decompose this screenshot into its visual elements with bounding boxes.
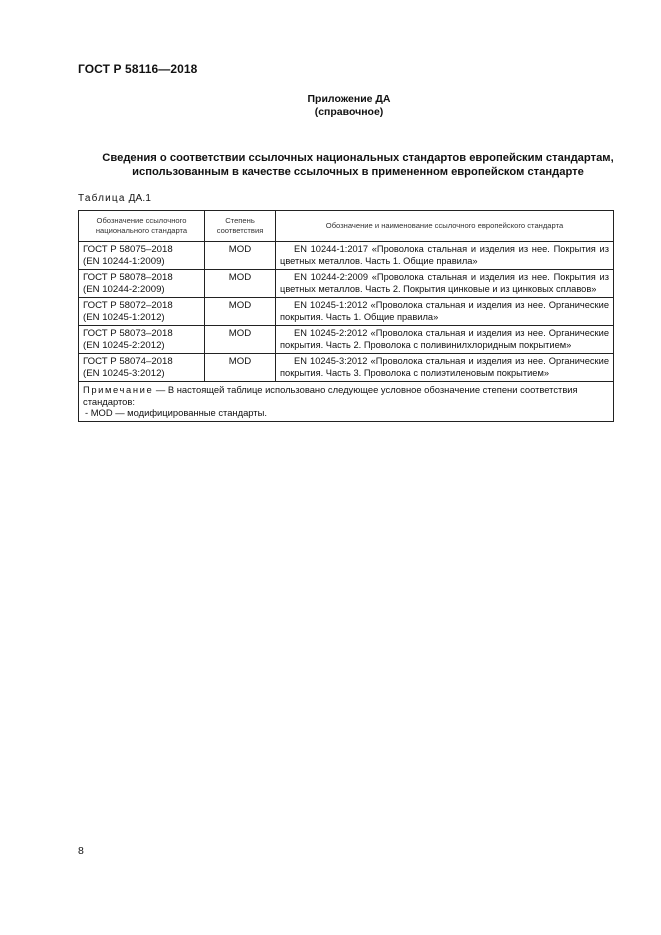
national-standard-equivalent: (EN 10245-3:2012) <box>83 367 165 379</box>
section-heading <box>78 151 638 179</box>
national-standard-equivalent: (EN 10244-1:2009) <box>83 255 165 267</box>
section-heading-line-1: Сведения о соответствии ссылочных национальных стандартов европейским стандартам, <box>102 152 614 164</box>
national-standard-cell <box>79 326 205 354</box>
national-standard-cell <box>79 242 205 270</box>
appendix-subtitle: (справочное) <box>314 106 384 118</box>
national-standard-number: ГОСТ Р 58078–2018 <box>83 272 173 283</box>
table-row <box>79 242 614 270</box>
national-standard-number: ГОСТ Р 58075–2018 <box>83 244 173 255</box>
national-standard-cell <box>79 270 205 298</box>
table-header-row <box>79 211 614 242</box>
degree-cell: MOD <box>205 354 276 382</box>
appendix-title: Приложение ДА <box>307 93 391 105</box>
european-standard-cell: EN 10244-1:2017 «Проволока стальная и изделия из нее. Покрытия из цветных металлов. Часть 1. Общие правила» <box>276 242 614 270</box>
table-row <box>79 298 614 326</box>
degree-cell: MOD <box>205 270 276 298</box>
national-standard-cell <box>79 298 205 326</box>
table-row <box>79 354 614 382</box>
table-caption-label: Таблица <box>78 193 126 204</box>
table-row <box>79 270 614 298</box>
page-number: 8 <box>78 845 84 857</box>
standard-number: ГОСТ Р 58116—2018 <box>78 62 198 76</box>
table-caption <box>78 193 151 204</box>
national-standard-cell <box>79 354 205 382</box>
national-standard-equivalent: (EN 10245-1:2012) <box>83 311 165 323</box>
column-header-national: Обозначение ссылочного национального стандарта <box>79 211 205 242</box>
degree-cell: MOD <box>205 326 276 354</box>
european-standard-cell: EN 10244-2:2009 «Проволока стальная и изделия из нее. Покрытия из цветных металлов. Часть 2. Покрытия цинковые и из цинковых сплавов» <box>276 270 614 298</box>
appendix-heading <box>0 93 661 119</box>
table-row <box>79 326 614 354</box>
table-note-label: Примечание <box>83 384 154 395</box>
degree-cell: MOD <box>205 298 276 326</box>
national-standard-number: ГОСТ Р 58072–2018 <box>83 300 173 311</box>
column-header-european: Обозначение и наименование ссылочного европейского стандарта <box>276 211 614 242</box>
national-standard-equivalent: (EN 10244-2:2009) <box>83 283 165 295</box>
table-note-row <box>79 382 614 422</box>
european-standard-cell: EN 10245-2:2012 «Проволока стальная и изделия из нее. Органические покрытия. Часть 2. Проволока с поливинилхлоридным покрытием» <box>276 326 614 354</box>
table-note-item: - MOD — модифицированные стандарты. <box>85 407 267 418</box>
table-note-text <box>83 384 609 407</box>
table-note <box>79 382 614 422</box>
table-caption-number: ДА.1 <box>125 193 152 204</box>
national-standard-equivalent: (EN 10245-2:2012) <box>83 339 165 351</box>
column-header-degree: Степень соответствия <box>205 211 276 242</box>
correspondence-table <box>78 210 614 422</box>
national-standard-number: ГОСТ Р 58074–2018 <box>83 356 173 367</box>
degree-cell: MOD <box>205 242 276 270</box>
table-note-body: — В настоящей таблице использовано следующее условное обозначение степени соответствия стандартов: <box>83 384 578 407</box>
section-heading-line-2: использованным в качестве ссылочных в примененном европейском стандарте <box>132 166 584 178</box>
european-standard-cell: EN 10245-3:2012 «Проволока стальная и изделия из нее. Органические покрытия. Часть 3. Проволока с полиэтиленовым покрытием» <box>276 354 614 382</box>
european-standard-cell: EN 10245-1:2012 «Проволока стальная и изделия из нее. Органические покрытия. Часть 1. Общие правила» <box>276 298 614 326</box>
national-standard-number: ГОСТ Р 58073–2018 <box>83 328 173 339</box>
